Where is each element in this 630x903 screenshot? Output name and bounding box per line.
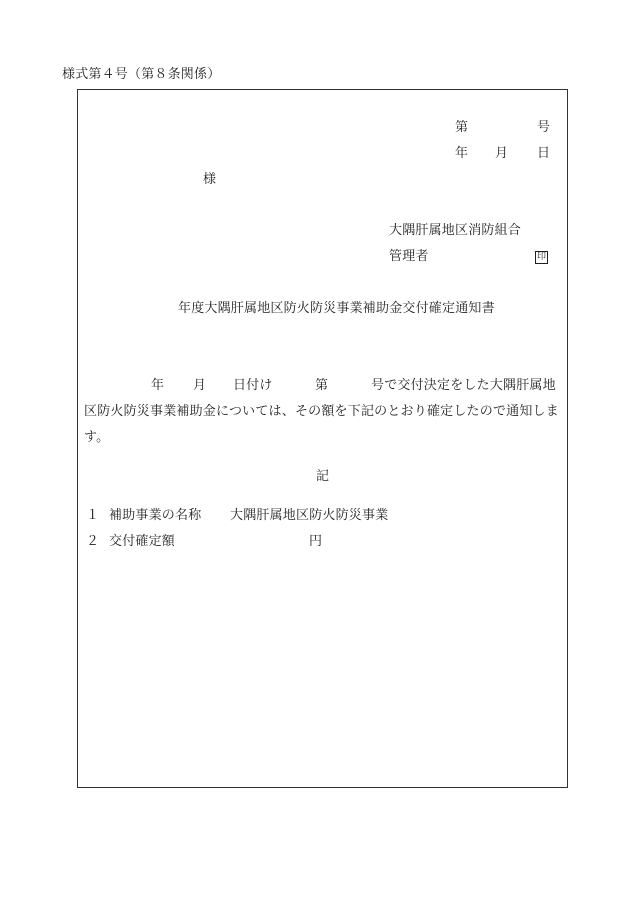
- form-label: 様式第４号（第８条関係）: [62, 67, 221, 82]
- header-number-prefix: 第: [455, 120, 469, 135]
- document-title: 年度大隅肝属地区防火防災事業補助金交付確定通知書: [178, 301, 495, 316]
- issuer-title: 管理者: [389, 249, 429, 264]
- issuer-organization: 大隅肝属地区消防組合: [389, 223, 522, 238]
- recipient-honorific: 様: [203, 172, 217, 187]
- body-month: 月: [193, 378, 207, 393]
- item-label-amount: 交付確定額: [109, 534, 176, 549]
- body-number-prefix: 第: [315, 378, 329, 393]
- body-line3: す。: [84, 430, 110, 445]
- item-number: １: [86, 508, 100, 523]
- header-number-suffix: 号: [537, 120, 551, 135]
- body-year: 年: [151, 378, 165, 393]
- header-year: 年: [455, 146, 469, 161]
- item-number: ２: [86, 534, 100, 549]
- item-value-project-name: 大隅肝属地区防火防災事業: [230, 508, 389, 523]
- header-day: 日: [537, 146, 551, 161]
- body-line2: 区防火防災事業補助金については、その額を下記のとおり確定したので通知しま: [84, 404, 559, 419]
- header-month: 月: [495, 146, 509, 161]
- item-value-amount-unit: 円: [309, 534, 323, 549]
- seal-stamp-icon: 印: [536, 252, 546, 262]
- body-line1-rest: 号で交付決定をした大隅肝属地: [371, 378, 556, 393]
- ki-heading: 記: [316, 469, 330, 484]
- document-frame: [77, 89, 568, 788]
- body-date-suffix: 日付け: [233, 378, 273, 393]
- item-label-project-name: 補助事業の名称: [109, 508, 202, 523]
